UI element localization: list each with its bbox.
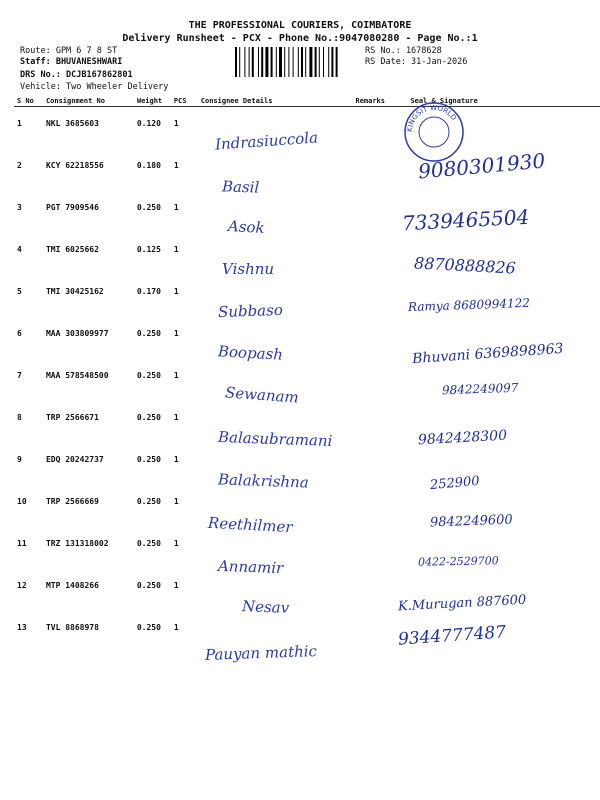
handwritten-consignee: Indrasiuccola	[214, 128, 319, 154]
cell-consignment: TRP 2566671	[45, 413, 99, 422]
cell-weight: 0.250	[136, 581, 161, 590]
cell-weight: 0.250	[136, 371, 161, 380]
cell-remarks	[352, 485, 407, 527]
barcode-bar	[315, 47, 317, 77]
barcode-bar	[328, 47, 329, 77]
col-consignee: Consignee Details	[198, 96, 353, 107]
barcode-bar	[309, 47, 312, 77]
barcode-bar	[323, 47, 324, 77]
cell-consignment: NKL 3685603	[45, 119, 99, 128]
barcode	[234, 47, 360, 77]
col-weight: Weight	[134, 96, 171, 107]
handwritten-consignee: Nesav	[241, 597, 290, 617]
handwritten-consignee: Subbaso	[217, 300, 284, 322]
cell-weight: 0.250	[136, 497, 161, 506]
handwritten-signature: 8870888826	[413, 253, 517, 278]
barcode-bar	[265, 47, 268, 77]
col-signature: Seal & Signature	[407, 96, 600, 107]
cell-consignment: EDQ 20242737	[45, 455, 104, 464]
handwritten-signature: 0422-2529700	[417, 554, 499, 569]
handwritten-signature: 7339465504	[401, 204, 530, 236]
barcode-bar	[293, 47, 294, 77]
cell-consignment: MTP 1408266	[45, 581, 99, 590]
cell-pcs: 1	[173, 203, 179, 212]
staff-label: Staff: BHUVANESHWARI	[20, 57, 123, 67]
cell-sno: 11	[17, 539, 27, 548]
barcode-bar	[244, 47, 245, 77]
cell-remarks	[352, 149, 407, 191]
cell-weight: 0.250	[136, 623, 161, 632]
cell-pcs: 1	[173, 287, 179, 296]
handwritten-consignee: Asok	[227, 217, 266, 237]
rs-date: RS Date: 31-Jan-2026	[365, 57, 468, 67]
barcode-bar	[235, 47, 237, 77]
barcode-bar	[331, 47, 333, 77]
company-title: THE PROFESSIONAL COURIERS, COIMBATORE	[188, 20, 412, 31]
barcode-bar	[319, 47, 320, 77]
cell-pcs: 1	[173, 119, 179, 128]
cell-weight: 0.180	[136, 161, 161, 170]
cell-consignment: TMI 30425162	[45, 287, 104, 296]
table-header-row	[14, 96, 600, 107]
handwritten-consignee: Boopash	[217, 342, 284, 364]
cell-pcs: 1	[173, 161, 179, 170]
barcode-bar	[276, 47, 277, 77]
seal-inner-ring	[419, 117, 449, 147]
cell-weight: 0.250	[136, 455, 161, 464]
barcode-bar	[271, 47, 273, 77]
cell-sno: 2	[17, 161, 22, 170]
cell-consignment: TVL 8868978	[45, 623, 99, 632]
col-pcs: PCS	[171, 96, 198, 107]
barcode-bar	[305, 47, 306, 77]
cell-weight: 0.250	[136, 329, 161, 338]
cell-consignee	[198, 191, 353, 233]
cell-remarks	[352, 527, 407, 569]
handwritten-consignee: Pauyan mathic	[204, 642, 318, 664]
cell-sno: 10	[17, 497, 27, 506]
cell-remarks	[352, 275, 407, 317]
cell-pcs: 1	[173, 329, 179, 338]
cell-remarks	[352, 317, 407, 359]
cell-pcs: 1	[173, 245, 179, 254]
col-remarks: Remarks	[352, 96, 407, 107]
cell-sno: 12	[17, 581, 27, 590]
barcode-bar	[288, 47, 289, 77]
cell-pcs: 1	[173, 455, 179, 464]
seal-text: KINGSIT WORLD	[405, 103, 458, 133]
col-consignment: Consignment No	[43, 96, 134, 107]
barcode-bar	[258, 47, 259, 77]
barcode-bar	[279, 47, 282, 77]
cell-consignment: MAA 303809977	[45, 329, 109, 338]
cell-remarks	[352, 107, 407, 150]
seal-stamp	[402, 100, 466, 164]
barcode-bar	[249, 47, 250, 77]
handwritten-signature: 252900	[429, 473, 481, 494]
barcode-bar	[284, 47, 285, 77]
handwritten-consignee: Sewanam	[224, 383, 300, 407]
handwritten-signature: 9344777487	[397, 622, 507, 650]
cell-pcs: 1	[173, 623, 179, 632]
cell-consignment: TMI 6025662	[45, 245, 99, 254]
handwritten-signature: 9842428300	[417, 427, 508, 449]
handwritten-signature: K.Murugan 887600	[397, 592, 527, 615]
barcode-bar	[252, 47, 254, 77]
cell-remarks	[352, 443, 407, 485]
handwritten-consignee: Balasubramani	[217, 428, 333, 450]
cell-sno: 13	[17, 623, 27, 632]
barcode-bar	[298, 47, 299, 77]
cell-remarks	[352, 233, 407, 275]
handwritten-signature: 9842249097	[441, 380, 519, 398]
cell-pcs: 1	[173, 371, 179, 380]
handwritten-consignee: Vishnu	[222, 260, 275, 278]
cell-consignment: MAA 578548500	[45, 371, 109, 380]
cell-weight: 0.120	[136, 119, 161, 128]
cell-sno: 4	[17, 245, 22, 254]
barcode-bar	[336, 47, 338, 77]
barcode-bar	[261, 47, 263, 77]
cell-pcs: 1	[173, 539, 179, 548]
cell-weight: 0.170	[136, 287, 161, 296]
cell-remarks	[352, 401, 407, 443]
cell-consignment: TRP 2566669	[45, 497, 99, 506]
handwritten-consignee: Balakrishna	[217, 470, 310, 492]
runsheet-table	[14, 96, 600, 653]
cell-weight: 0.125	[136, 245, 161, 254]
table-row	[14, 527, 600, 569]
handwritten-signature: 9080301930	[417, 148, 547, 184]
cell-sno: 7	[17, 371, 22, 380]
vehicle-label: Vehicle: Two Wheeler Delivery	[20, 82, 169, 92]
cell-pcs: 1	[173, 581, 179, 590]
handwritten-consignee: Reethilmer	[207, 513, 294, 537]
handwritten-signature: Ramya 8680994122	[407, 295, 531, 315]
cell-weight: 0.250	[136, 203, 161, 212]
runsheet-subtitle: Delivery Runsheet - PCX - Phone No.:9047080280 - Page No.:1	[122, 33, 478, 44]
cell-remarks	[352, 359, 407, 401]
cell-sno: 5	[17, 287, 22, 296]
cell-sno: 9	[17, 455, 22, 464]
handwritten-signature: Bhuvani 6369898963	[411, 340, 564, 368]
route-label: Route: GPM 6 7 8 ST	[20, 46, 118, 56]
cell-pcs: 1	[173, 413, 179, 422]
cell-weight: 0.250	[136, 413, 161, 422]
cell-sno: 1	[17, 119, 22, 128]
cell-sno: 8	[17, 413, 22, 422]
barcode-bar	[301, 47, 303, 77]
handwritten-signature: 9842249600	[429, 512, 513, 531]
cell-sno: 6	[17, 329, 22, 338]
cell-consignment: KCY 62218556	[45, 161, 104, 170]
barcode-bar	[239, 47, 240, 77]
cell-pcs: 1	[173, 497, 179, 506]
cell-consignment: TRZ 131318002	[45, 539, 109, 548]
cell-sno: 3	[17, 203, 22, 212]
handwritten-consignee: Basil	[221, 177, 260, 197]
cell-consignee	[198, 233, 353, 275]
drs-label: DRS No.: DCJB167862801	[20, 70, 133, 80]
cell-consignment: PGT 7909546	[45, 203, 99, 212]
col-sno: S No	[14, 96, 43, 107]
cell-remarks	[352, 191, 407, 233]
rs-number: RS No.: 1678628	[365, 46, 442, 56]
cell-weight: 0.250	[136, 539, 161, 548]
cell-consignee	[198, 149, 353, 191]
handwritten-consignee: Annamir	[217, 556, 284, 578]
